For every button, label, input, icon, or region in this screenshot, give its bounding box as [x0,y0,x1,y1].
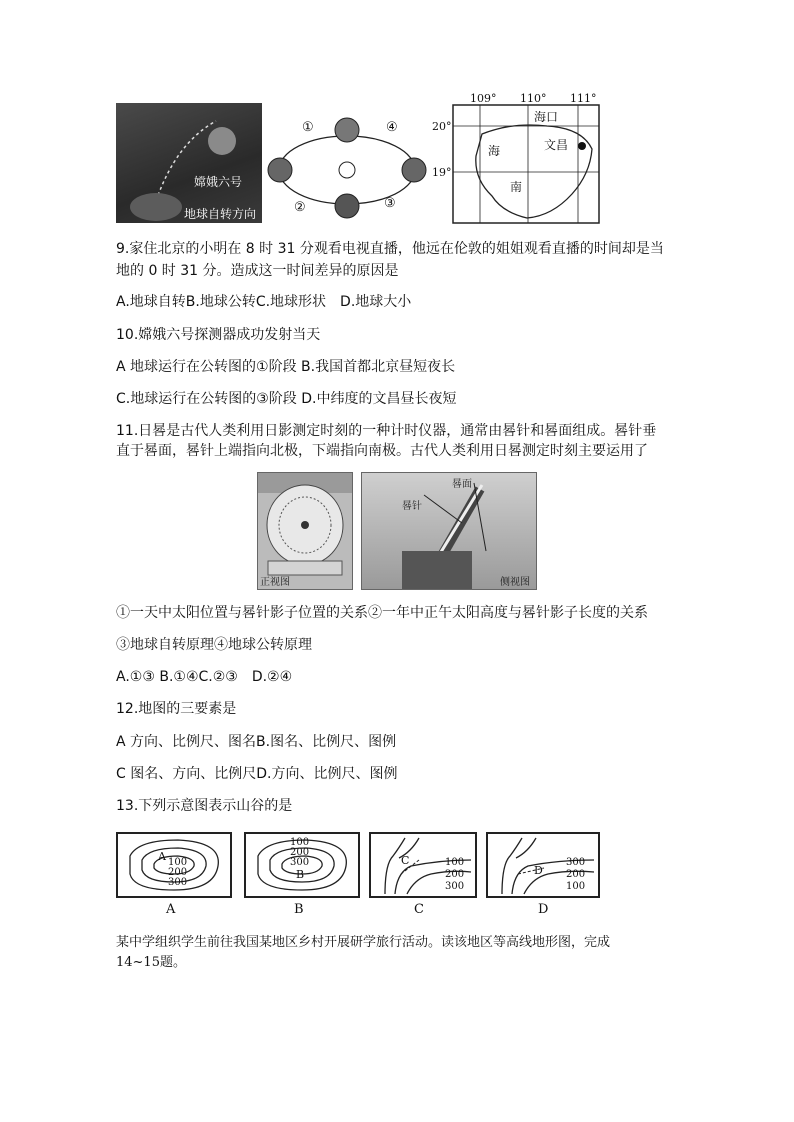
contour-a-num2: 200 [168,867,188,878]
q13-stem: 13.下列示意图表示山谷的是 [116,798,293,814]
contour-d-num3: 100 [566,881,586,892]
q10-options-cd: C.地球运行在公转图的③阶段 D.中纬度的文昌昼长夜短 [116,391,457,407]
q9-options: A.地球自转B.地球公转C.地球形状 D.地球大小 [116,294,412,310]
contour-c-num1: 100 [445,857,465,868]
sundial-side-graphic [362,473,536,589]
contour-diagram-a [116,832,232,898]
sundial-side-view [361,472,537,590]
contour-a-letter: A [166,902,176,917]
contour-c-point: C [401,854,410,867]
intro14-line1: 某中学组织学生前往我国某地区乡村开展研学旅行活动。读该地区等高线地形图，完成 [116,935,611,950]
q11-options: A.①③ B.①④C.②③ D.②④ [116,669,293,685]
map-frame [453,105,599,223]
place-nan: 南 [510,180,523,194]
contour-c-num3: 300 [445,881,465,892]
contour-a-num3: 300 [168,877,188,888]
sundial-front-view [257,472,353,590]
wenchang-dot [578,142,586,150]
q12-options-ab: A 方向、比例尺、图名B.图名、比例尺、图例 [116,734,397,750]
lon-110: 110° [520,92,547,105]
earth-top-icon [335,118,359,142]
contour-a-num1: 100 [168,857,188,868]
sundial-pedestal [402,551,472,589]
label-face: 晷面 [452,479,472,490]
contour-d-letter: D [538,902,549,917]
q9-line2: 地的 0 时 31 分。造成这一时间差异的原因是 [116,263,399,279]
q10-options-ab: A 地球运行在公转图的①阶段 B.我国首都北京昼短夜长 [116,359,456,375]
sundial-front-graphic [258,473,352,589]
q11-line1: 11.日晷是古代人类利用日影测定时刻的一种计时仪器，通常由晷针和晷面组成。晷针垂 [116,423,657,439]
contour-b-point: B [296,868,305,881]
map-graphic [452,104,600,224]
contour-d-num2: 200 [566,869,586,880]
lon-111: 111° [570,92,597,105]
photo-label: 嫦娥六号 [194,175,243,189]
contour-b-num3: 300 [290,857,310,868]
change6-photo [116,103,262,223]
front-view-caption: 正视图 [260,577,290,588]
place-wenchang: 文昌 [544,138,569,152]
sun-icon [339,162,355,178]
contour-diagram-b [244,832,360,898]
place-hai: 海 [488,144,501,158]
earth-left-icon [268,158,292,182]
hainan-map [430,92,606,226]
place-haikou: 海口 [534,110,559,124]
orbit-graphic [266,110,428,224]
q12-options-cd: C 图名、方向、比例尺D.方向、比例尺、图例 [116,766,398,782]
contour-d-num1: 300 [566,857,586,868]
revolution-diagram [266,110,428,224]
lon-109: 109° [470,92,497,105]
orbit-pos-2: ② [294,200,306,215]
label-needle: 晷针 [402,501,422,512]
contour-c-num2: 200 [445,869,465,880]
orbit-pos-3: ③ [384,196,396,211]
contour-b-num2: 200 [290,847,310,858]
contour-c-letter: C [414,902,424,917]
contour-diagram-d [486,832,600,898]
q12-stem: 12.地图的三要素是 [116,701,237,717]
q11-items-12: ①一天中太阳位置与晷针影子位置的关系②一年中正午太阳高度与晷针影子长度的关系 [116,605,648,621]
contour-b-num1: 100 [290,837,310,848]
orbit-pos-1: ① [302,120,314,135]
lat-19: 19° [432,166,452,179]
orbit-pos-4: ④ [386,120,398,135]
side-view-caption: 侧视图 [500,577,530,588]
contour-diagram-c [369,832,477,898]
moon-icon [208,127,236,155]
contour-a-point: A [158,850,166,863]
contour-d-point: D [534,864,543,877]
photo-caption: 地球自转方向 [184,207,257,221]
q9-line1: 9.家住北京的小明在 8 时 31 分观看电视直播，他远在伦敦的姐姐观看直播的时间却是当 [116,241,664,257]
intro14-line2: 14~15题。 [116,955,186,970]
q10-stem: 10.嫦娥六号探测器成功发射当天 [116,327,321,343]
island-outline [476,125,592,218]
q11-line2: 直于晷面，晷针上端指向北极，下端指向南极。古代人类利用日晷测定时刻主要运用了 [116,443,648,459]
earth-bottom-icon [335,194,359,218]
earth-right-icon [402,158,426,182]
lat-20: 20° [432,120,452,133]
earth-icon [130,193,182,221]
contour-b-letter: B [294,902,304,917]
q11-items-34: ③地球自转原理④地球公转原理 [116,637,312,653]
